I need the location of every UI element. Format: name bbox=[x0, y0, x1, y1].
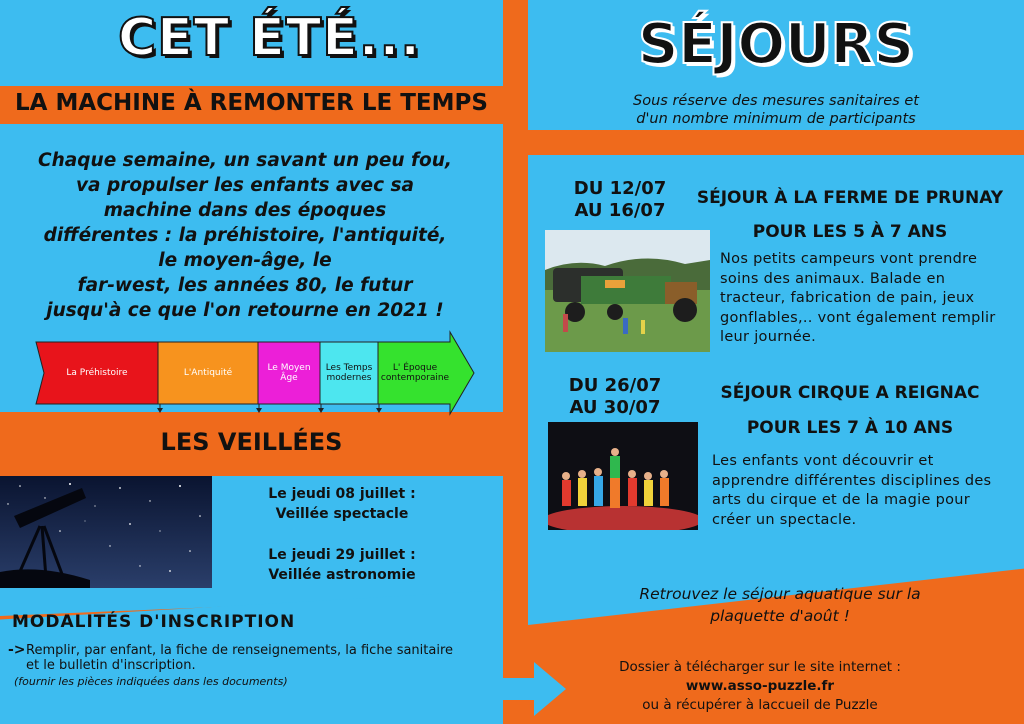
timeline-label-1: La Préhistoire bbox=[66, 368, 128, 378]
sejour1-date: DU 12/07 AU 16/07 bbox=[573, 178, 667, 221]
reserve-note: Sous réserve des mesures sanitaires et d'un nombre minimum de participants bbox=[633, 93, 919, 127]
sejour1-age: POUR LES 5 À 7 ANS bbox=[752, 222, 948, 242]
dossier-info bbox=[560, 658, 960, 715]
timeline-label-4: Les Temps modernes bbox=[325, 363, 373, 383]
sejour2-date: DU 26/07 AU 30/07 bbox=[568, 375, 662, 418]
night-sky-telescope-image bbox=[0, 476, 212, 588]
veillee-astronomie: Le jeudi 29 juillet : Veillée astronomie bbox=[268, 547, 416, 583]
sejour1-description: Nos petits campeurs vont prendre soins des animaux. Balade en tracteur, fabrication de pain, jeux gonflables,.. vont également remplir leur journée. bbox=[720, 251, 996, 345]
modalites-title: MODALITÉS D'INSCRIPTION bbox=[12, 612, 296, 632]
website-link[interactable]: www.asso-puzzle.fr bbox=[685, 678, 835, 694]
circus-children-photo bbox=[548, 422, 698, 530]
page-title: CET ÉTÉ... bbox=[118, 8, 422, 68]
sejours-title: SÉJOURS bbox=[638, 12, 914, 77]
veillees-title: LES VEILLÉES bbox=[160, 428, 343, 456]
sejour2-age: POUR LES 7 À 10 ANS bbox=[746, 418, 954, 438]
arrow-right-icon bbox=[470, 660, 570, 718]
modalites-text: Remplir, par enfant, la fiche de renseignements, la fiche sanitaire et le bulletin d'inscription. bbox=[26, 643, 454, 673]
sejour2-title: SÉJOUR CIRQUE A REIGNAC bbox=[720, 383, 980, 403]
sejour1-title: SÉJOUR À LA FERME DE PRUNAY bbox=[696, 188, 1004, 208]
arrow-right-icon: -> bbox=[8, 642, 26, 658]
subtitle: LA MACHINE À REMONTER LE TEMPS bbox=[15, 90, 488, 116]
intro-text: Chaque semaine, un savant un peu fou, va propulser les enfants avec sa machine dans des époques différentes : la préhistoire, l'antiquité, le moyen-âge, le far-west, les années 80, le futur jusqu'à ce que l'on retourne en 2021 ! bbox=[38, 150, 452, 321]
timeline-label-3: Le Moyen Âge bbox=[267, 363, 311, 383]
timeline-label-5: L' Époque contemporaine bbox=[380, 363, 450, 383]
veillee-spectacle: Le jeudi 08 juillet : Veillée spectacle bbox=[268, 486, 416, 522]
modalites-note: (fournir les pièces indiquées dans les documents) bbox=[14, 675, 288, 688]
dossier-line1: Dossier à télécharger sur le site internet : bbox=[619, 659, 901, 675]
dossier-line3: ou à récupérer à laccueil de Puzzle bbox=[642, 697, 878, 713]
farm-tractor-photo bbox=[545, 230, 710, 352]
sejour2-description: Les enfants vont découvrir et apprendre différentes disciplines des arts du cirque et de la magie pour créer un spectacle. bbox=[712, 453, 992, 528]
aquatique-note: Retrouvez le séjour aquatique sur la plaquette d'août ! bbox=[639, 585, 921, 625]
timeline-label-2: L'Antiquité bbox=[183, 368, 233, 378]
